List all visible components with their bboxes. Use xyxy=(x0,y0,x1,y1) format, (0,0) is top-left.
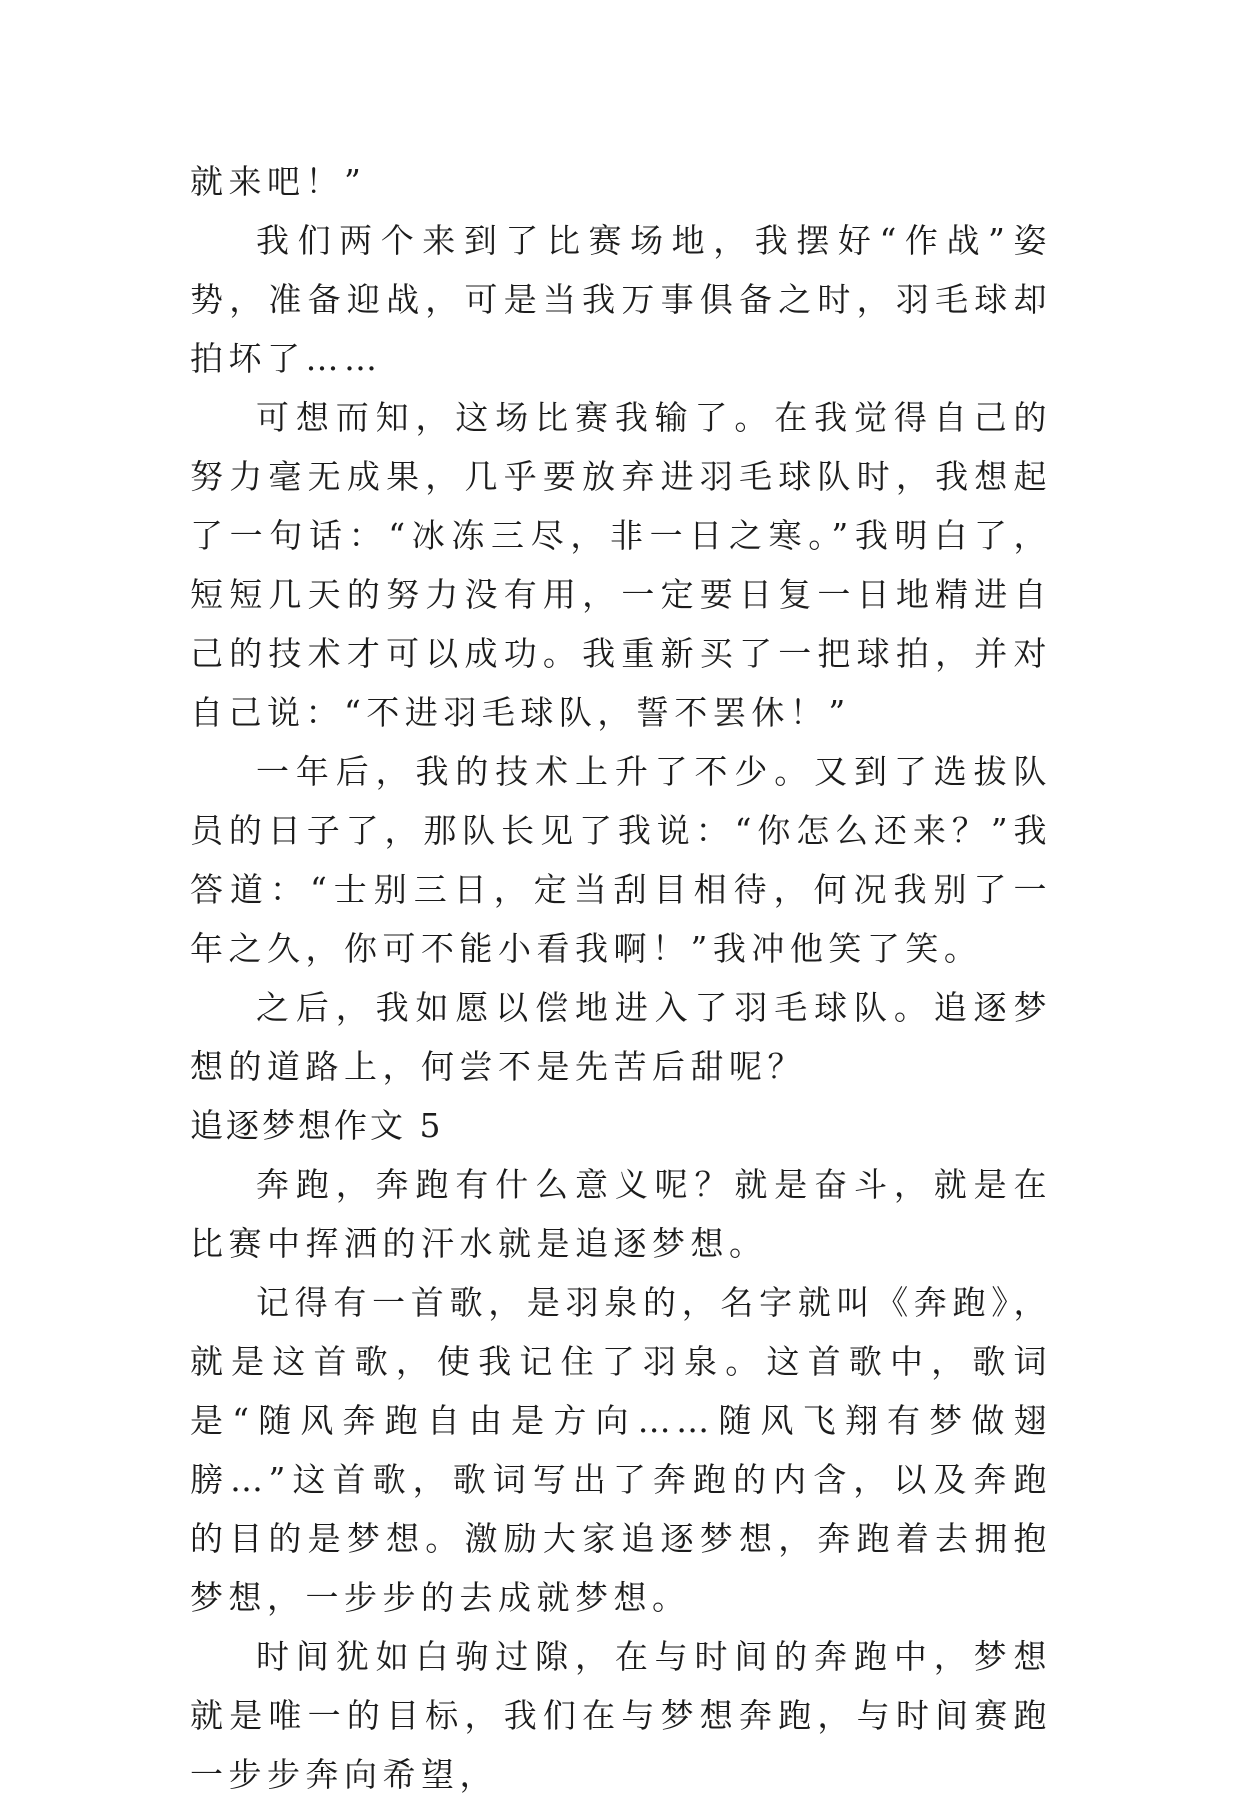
paragraph: 之后，我如愿以偿地进入了羽毛球队。追逐梦想的道路上，何尝不是先苦后甜呢？ xyxy=(190,988,1052,1086)
paragraph: 我们两个来到了比赛场地，我摆好“作战”姿势，准备迎战，可是当我万事俱备之时，羽毛球却拍坏了…… xyxy=(190,221,1052,378)
paragraph: 一年后，我的技术上升了不少。又到了选拔队员的日子了，那队长见了我说：“你怎么还来？”我答道：“士别三日，定当刮目相待，何况我别了一年之久，你可不能小看我啊！”我冲他笑了笑。 xyxy=(190,752,1052,968)
paragraph: 可想而知，这场比赛我输了。在我觉得自己的努力毫无成果，几乎要放弃进羽毛球队时，我想起了一句话：“冰冻三尽，非一日之寒。”我明白了，短短几天的努力没有用，一定要日复一日地精进自己的技术才可以成功。我重新买了一把球拍，并对自己说：“不进羽毛球队，誓不罢休！” xyxy=(190,398,1052,732)
paragraph: 记得有一首歌，是羽泉的，名字就叫《奔跑》，就是这首歌，使我记住了羽泉。这首歌中，歌词是“随风奔跑自由是方向……随风飞翔有梦做翅膀…”这首歌，歌词写出了奔跑的内含，以及奔跑的目的是梦想。激励大家追逐梦想，奔跑着去拥抱梦想，一步步的去成就梦想。 xyxy=(190,1283,1052,1617)
paragraph: 时间犹如白驹过隙，在与时间的奔跑中，梦想就是唯一的目标，我们在与梦想奔跑，与时间赛跑一步步奔向希望， xyxy=(190,1637,1052,1794)
paragraph: 就来吧！” xyxy=(190,162,367,201)
section-heading: 追逐梦想作文 5 xyxy=(190,1106,444,1145)
document-body xyxy=(190,152,1052,1804)
paragraph: 奔跑，奔跑有什么意义呢？就是奋斗，就是在比赛中挥洒的汗水就是追逐梦想。 xyxy=(190,1165,1052,1263)
